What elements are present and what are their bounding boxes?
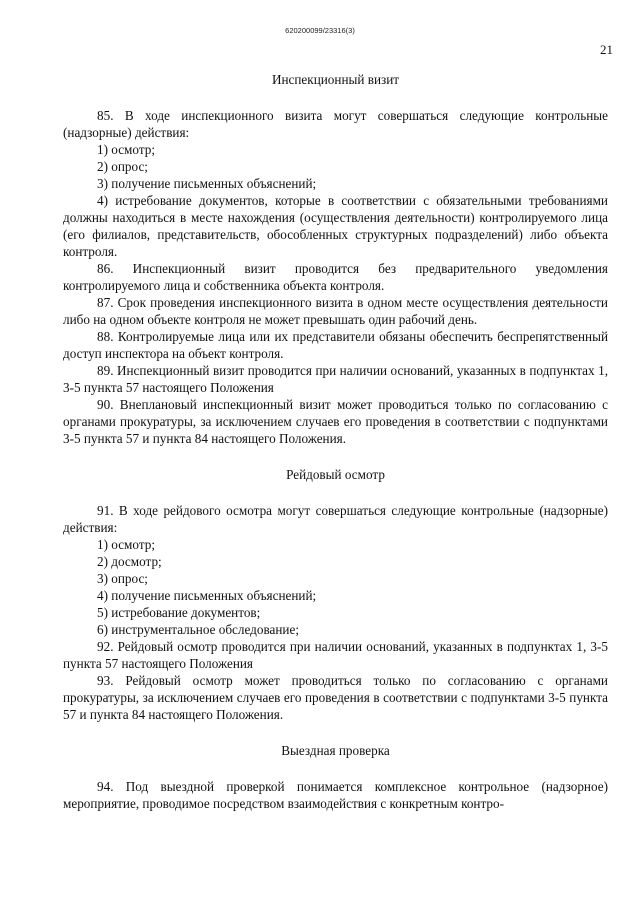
list-item: 6) инструментальное обследование;: [97, 622, 299, 637]
list-item: 3) получение письменных объяснений;: [97, 176, 317, 191]
list-item: 4) получение письменных объяснений;: [97, 588, 317, 603]
paragraph: 85. В ходе инспекционного визита могут совершаться следующие контрольные (надзорные) действия:: [63, 108, 608, 140]
list-item: 5) истребование документов;: [97, 605, 261, 620]
paragraph: 92. Рейдовый осмотр проводится при наличии оснований, указанных в подпунктах 1, 3-5 пункта 57 настоящего Положения: [63, 639, 608, 671]
paragraph: 88. Контролируемые лица или их представители обязаны обеспечить беспрепятственный доступ инспектора на объект контроля.: [63, 329, 608, 361]
paragraph: 93. Рейдовый осмотр может проводиться только по согласованию с органами прокуратуры, за исключением случаев его проведения в соответствии с подпунктами 3-5 пункта 57 и пункта 84 настоящего Положения.: [63, 673, 608, 722]
list-item: 1) осмотр;: [97, 537, 156, 552]
section-title: Инспекционный визит: [271, 72, 400, 87]
paragraph: 94. Под выездной проверкой понимается комплексное контрольное (надзорное) мероприятие, проводимое посредством взаимодействия с конкретным контро-: [63, 779, 608, 811]
list-item: 3) опрос;: [97, 571, 148, 586]
section-title: Выездная проверка: [281, 743, 390, 758]
paragraph: 4) истребование документов, которые в соответствии с обязательными требованиями должны находиться в месте нахождения (осуществления деятельности) контролируемого лица (его филиалов, представительств, обособленных структурных подразделений) либо объекта контроля.: [63, 193, 608, 259]
paragraph: 86. Инспекционный визит проводится без предварительного уведомления контролируемого лица и собственника объекта контроля.: [63, 261, 608, 293]
document-code: 620200099/23316(3): [285, 26, 355, 35]
list-item: 2) опрос;: [97, 159, 148, 174]
paragraph: 91. В ходе рейдового осмотра могут совершаться следующие контрольные (надзорные) действия:: [63, 503, 608, 535]
paragraph: 87. Срок проведения инспекционного визита в одном месте осуществления деятельности либо на одном объекте контроля не может превышать один рабочий день.: [63, 295, 608, 327]
paragraph: 89. Инспекционный визит проводится при наличии оснований, указанных в подпунктах 1, 3-5 пункта 57 настоящего Положения: [63, 363, 608, 395]
section-title: Рейдовый осмотр: [286, 467, 385, 482]
page-number: 21: [600, 42, 613, 57]
paragraph: 90. Внеплановый инспекционный визит может проводиться только по согласованию с органами прокуратуры, за исключением случаев его проведения в соответствии с подпунктами 3-5 пункта 57 и пункта 84 настоящего Положения.: [63, 397, 608, 446]
document-body: [63, 58, 608, 812]
list-item: 2) досмотр;: [97, 554, 162, 569]
list-item: 1) осмотр;: [97, 142, 156, 157]
